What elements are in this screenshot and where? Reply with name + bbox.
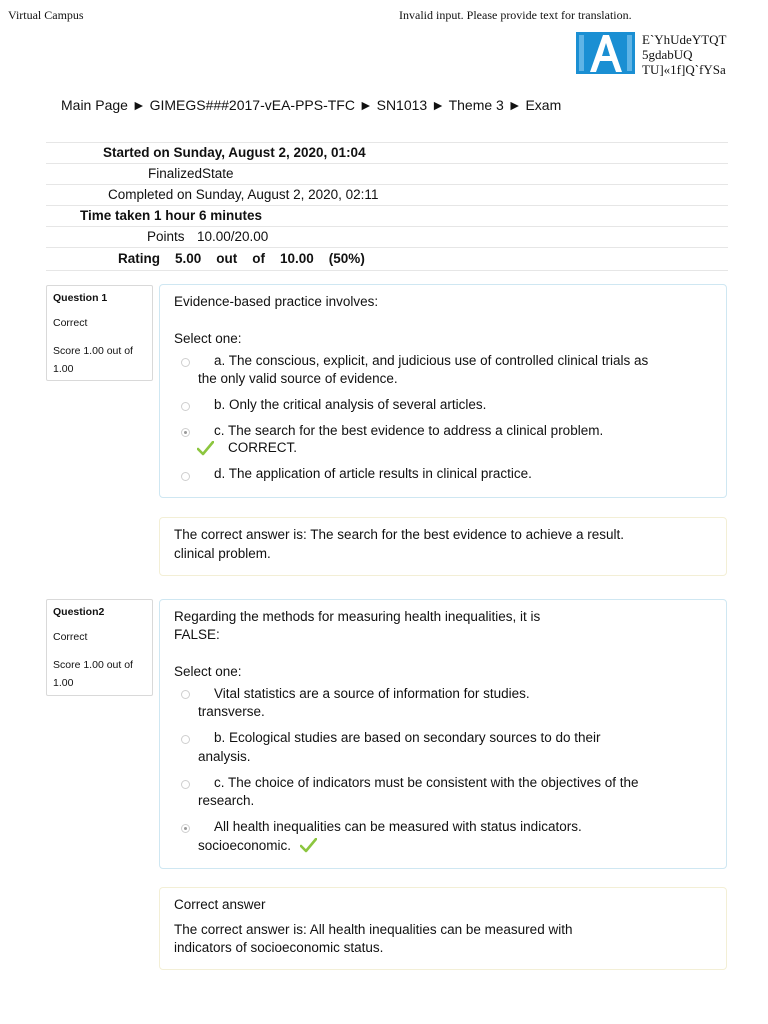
question-2-content xyxy=(159,599,727,869)
option-d-label[interactable]: d. The application of article results in clinical practice. xyxy=(214,466,532,481)
select-one-label: Select one: xyxy=(174,331,242,346)
right-answer-line: The correct answer is: The search for the best evidence to achieve a result. xyxy=(174,527,624,542)
option-b-label[interactable]: b. Ecological studies are based on secondary sources to do their xyxy=(214,730,601,745)
option-c-label[interactable]: c. The search for the best evidence to address a clinical problem. xyxy=(214,423,604,438)
question-text: Evidence-based practice involves: xyxy=(174,294,379,309)
option-a-label[interactable]: a. The conscious, explicit, and judicious use of controlled clinical trials as xyxy=(214,353,649,368)
option-d-label-cont[interactable]: socioeconomic. xyxy=(198,838,292,853)
right-answer-line: clinical problem. xyxy=(174,546,271,561)
score-line: 1.00 xyxy=(53,677,74,689)
question-state: Correct xyxy=(53,631,88,643)
breadcrumb[interactable]: Main Page ► GIMEGS###2017-vEA-PPS-TFC ► SN1013 ► Theme 3 ► Exam xyxy=(61,97,562,113)
option-c-label[interactable]: c. The choice of indicators must be consistent with the objectives of the xyxy=(214,775,639,790)
option-c-radio[interactable] xyxy=(181,428,190,437)
question-state: Correct xyxy=(53,317,88,329)
feedback-title: Correct answer xyxy=(174,897,266,912)
score-line: Score 1.00 out of xyxy=(53,345,133,357)
logo-text-line: TU]«1f]Q`fYSa xyxy=(642,62,726,77)
question-1-content xyxy=(159,284,727,498)
correct-check-icon xyxy=(197,441,214,456)
question-1-feedback xyxy=(159,517,727,576)
logo-text-line: E`YhUdeYTQT xyxy=(642,32,727,47)
question-text: FALSE: xyxy=(174,627,220,642)
logo-text xyxy=(642,32,728,77)
logo-a-icon xyxy=(576,32,635,74)
attempt-summary-table xyxy=(46,142,728,271)
question-number: Question 1 xyxy=(53,292,108,304)
completed-on: Completed on Sunday, August 2, 2020, 02:11 xyxy=(108,187,379,202)
summary-row-state xyxy=(46,164,728,185)
option-c-label-cont[interactable]: research. xyxy=(198,793,255,808)
question-number: Question2 xyxy=(53,606,105,618)
summary-row-time xyxy=(46,206,728,227)
select-one-label: Select one: xyxy=(174,664,242,679)
option-b-radio[interactable] xyxy=(181,735,190,744)
option-b-label-cont[interactable]: analysis. xyxy=(198,749,251,764)
question-info-2 xyxy=(46,599,153,696)
started-on: Started on Sunday, August 2, 2020, 01:04 xyxy=(103,145,366,160)
option-d-radio[interactable] xyxy=(181,472,190,481)
option-c-feedback: CORRECT. xyxy=(228,440,298,455)
question-info-1 xyxy=(46,285,153,381)
attempt-state: FinalizedState xyxy=(148,166,234,181)
question-score xyxy=(53,342,146,378)
time-taken: Time taken 1 hour 6 minutes xyxy=(80,208,263,223)
question-2-feedback xyxy=(159,887,727,970)
header-notice: Invalid input. Please provide text for translation. xyxy=(399,8,632,22)
logo-text-line: 5gdabUQ xyxy=(642,47,693,62)
rating-value: Rating 5.00 out of 10.00 (50%) xyxy=(118,251,365,266)
option-d-label[interactable]: All health inequalities can be measured with status indicators. xyxy=(214,819,582,834)
score-line: 1.00 xyxy=(53,363,74,375)
question-score xyxy=(53,656,146,692)
correct-check-icon xyxy=(300,838,317,853)
right-answer-line: indicators of socioeconomic status. xyxy=(174,940,384,955)
option-a-label-cont[interactable]: the only valid source of evidence. xyxy=(198,371,398,386)
points-value: 10.00/20.00 xyxy=(197,229,269,244)
option-c-radio[interactable] xyxy=(181,780,190,789)
option-a-label-cont[interactable]: transverse. xyxy=(198,704,265,719)
summary-row-started xyxy=(46,143,728,164)
question-text: Regarding the methods for measuring health inequalities, it is xyxy=(174,609,541,624)
right-answer-line: The correct answer is: All health inequalities can be measured with xyxy=(174,922,573,937)
points-label: Points xyxy=(147,229,185,244)
summary-row-points xyxy=(46,227,728,248)
option-b-label[interactable]: b. Only the critical analysis of several articles. xyxy=(214,397,487,412)
option-d-radio[interactable] xyxy=(181,824,190,833)
option-a-label[interactable]: Vital statistics are a source of information for studies. xyxy=(214,686,530,701)
university-logo[interactable] xyxy=(576,32,635,74)
site-name: Virtual Campus xyxy=(8,8,84,22)
option-b-radio[interactable] xyxy=(181,402,190,411)
score-line: Score 1.00 out of xyxy=(53,659,133,671)
summary-row-rating xyxy=(46,248,728,271)
summary-row-completed xyxy=(46,185,728,206)
option-a-radio[interactable] xyxy=(181,358,190,367)
option-a-radio[interactable] xyxy=(181,690,190,699)
